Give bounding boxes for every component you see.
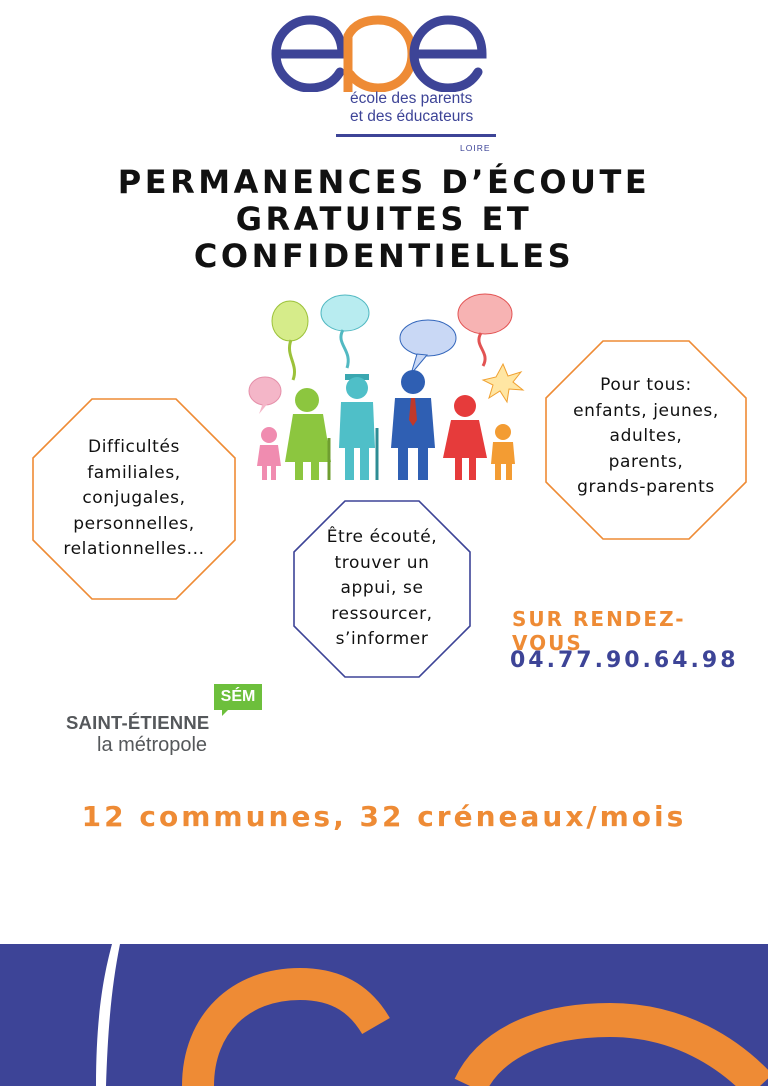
summary-text: 12 communes, 32 créneaux/mois <box>81 800 687 833</box>
sem-name: SAINT-ÉTIENNE <box>66 712 210 733</box>
benefits-text <box>293 524 471 654</box>
difficulties-line: personnelles, <box>73 513 195 534</box>
difficulties-line: Difficultés <box>88 437 180 458</box>
logo-line-2: et des éducateurs <box>350 108 474 125</box>
benefits-line: Être écouté, <box>326 527 438 548</box>
page-title <box>40 164 728 275</box>
difficulties-text <box>32 424 236 574</box>
speech-bubbles-icon <box>249 294 523 414</box>
benefits-line: trouver un <box>334 552 430 573</box>
audience-line: parents, <box>608 451 684 472</box>
difficulties-line: relationnelles... <box>63 539 205 560</box>
sem-subtitle: la métropole <box>97 734 208 756</box>
title-line-1: PERMANENCES D’ÉCOUTE <box>117 163 651 201</box>
difficulties-line: familiales, <box>87 462 181 483</box>
epe-logo <box>270 12 510 162</box>
logo-line-1: école des parents <box>350 90 473 107</box>
benefits-line: ressourcer, <box>331 603 433 624</box>
footer-banner <box>0 944 768 1086</box>
grandmother-figure-icon <box>285 388 331 480</box>
logo-region: LOIRE <box>460 143 491 153</box>
epe-logo-mark <box>270 12 510 92</box>
father-figure-icon <box>391 370 435 480</box>
sem-badge-tail <box>222 709 229 716</box>
title-line-2: GRATUITES ET <box>235 200 533 238</box>
benefits-line: appui, se <box>340 578 424 599</box>
saint-etienne-metropole-logo <box>66 682 266 772</box>
audience-line: grands-parents <box>577 477 715 498</box>
audience-text <box>545 362 747 512</box>
child-figure-icon <box>257 427 281 480</box>
audience-line: Pour tous: <box>600 375 692 396</box>
benefits-line: s’informer <box>335 629 429 650</box>
title-line-3: CONFIDENTIELLES <box>193 237 575 275</box>
boy-figure-icon <box>491 424 515 480</box>
audience-line: adultes, <box>609 426 683 447</box>
logo-divider <box>336 134 496 137</box>
audience-line: enfants, jeunes, <box>573 400 719 421</box>
mother-figure-icon <box>443 395 487 480</box>
appointment-label: SUR RENDEZ-VOUS <box>512 607 686 655</box>
sem-badge: SÉM <box>214 684 262 710</box>
grandfather-figure-icon <box>339 374 377 480</box>
difficulties-line: conjugales, <box>82 488 186 509</box>
family-illustration <box>245 288 530 488</box>
phone-number[interactable]: 04.77.90.64.98 <box>510 648 739 673</box>
